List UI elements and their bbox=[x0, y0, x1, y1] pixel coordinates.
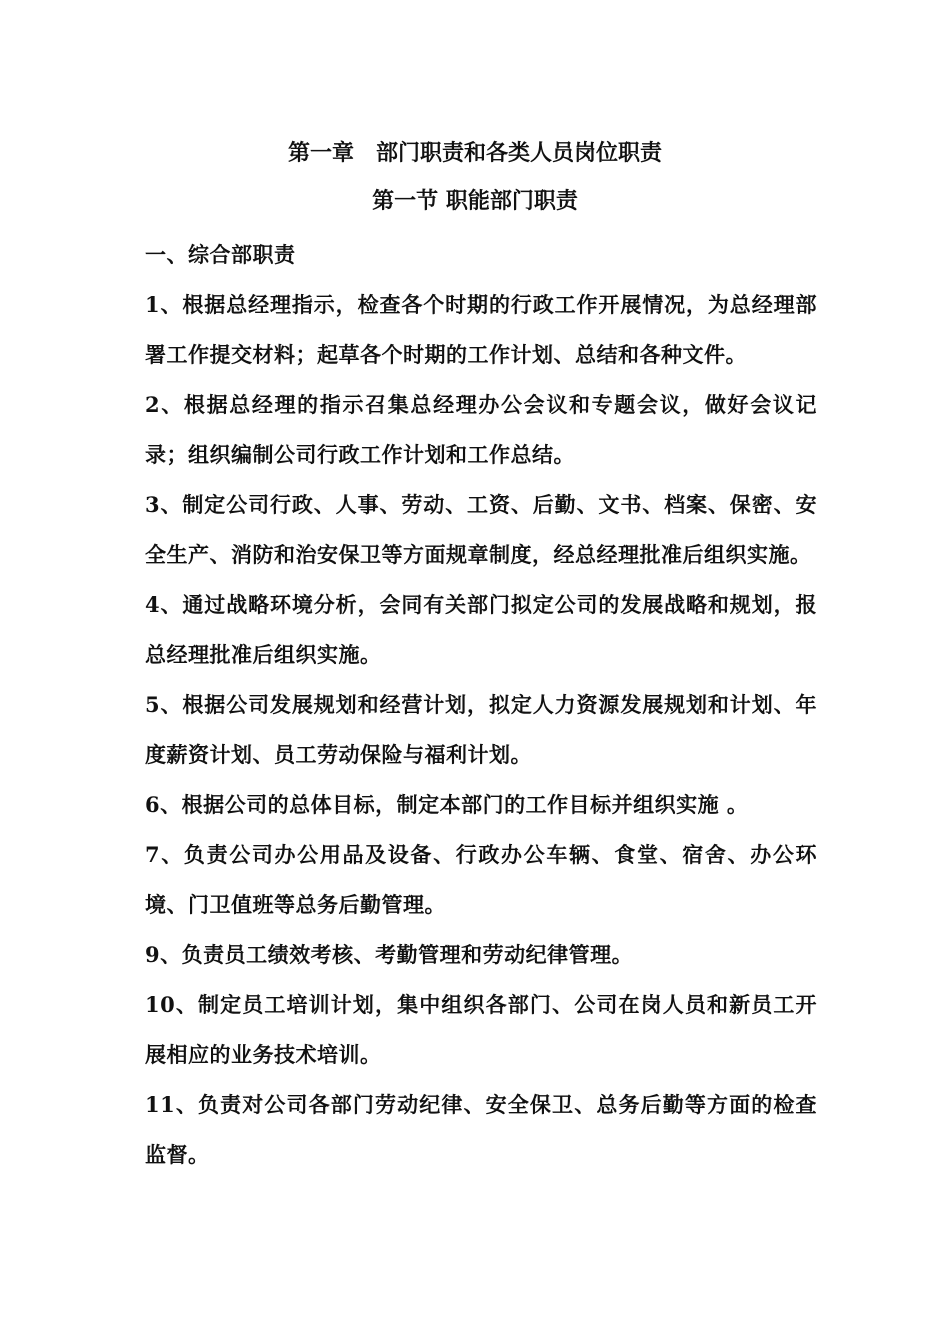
document-body bbox=[145, 230, 817, 1180]
list-item: 9、负责员工绩效考核、考勤管理和劳动纪律管理。 bbox=[145, 942, 634, 967]
list-item: 5、根据公司发展规划和经营计划，拟定人力资源发展规划和计划、年度薪资计划、员工劳动保险与福利计划。 bbox=[145, 692, 817, 767]
list-item: 1、根据总经理指示，检查各个时期的行政工作开展情况，为总经理部署工作提交材料；起草各个时期的工作计划、总结和各种文件。 bbox=[145, 292, 817, 367]
list-item: 10、制定员工培训计划，集中组织各部门、公司在岗人员和新员工开展相应的业务技术培训。 bbox=[145, 992, 817, 1067]
list-item: 2、根据总经理的指示召集总经理办公会议和专题会议，做好会议记录；组织编制公司行政工作计划和工作总结。 bbox=[145, 392, 817, 467]
list-item: 4、通过战略环境分析，会同有关部门拟定公司的发展战略和规划，报总经理批准后组织实施。 bbox=[145, 592, 817, 667]
chapter-title: 第一章 部门职责和各类人员岗位职责 bbox=[287, 140, 662, 166]
subsection-heading: 一、综合部职责 bbox=[145, 242, 296, 267]
list-item: 7、负责公司办公用品及设备、行政办公车辆、食堂、宿舍、办公环境、门卫值班等总务后勤管理。 bbox=[145, 842, 817, 917]
section-title: 第一节 职能部门职责 bbox=[372, 188, 578, 214]
list-item: 6、根据公司的总体目标，制定本部门的工作目标并组织实施 。 bbox=[145, 792, 749, 817]
list-item: 3、制定公司行政、人事、劳动、工资、后勤、文书、档案、保密、安全生产、消防和治安保卫等方面规章制度，经总经理批准后组织实施。 bbox=[145, 492, 817, 567]
list-item: 11、负责对公司各部门劳动纪律、安全保卫、总务后勤等方面的检查监督。 bbox=[145, 1092, 817, 1167]
